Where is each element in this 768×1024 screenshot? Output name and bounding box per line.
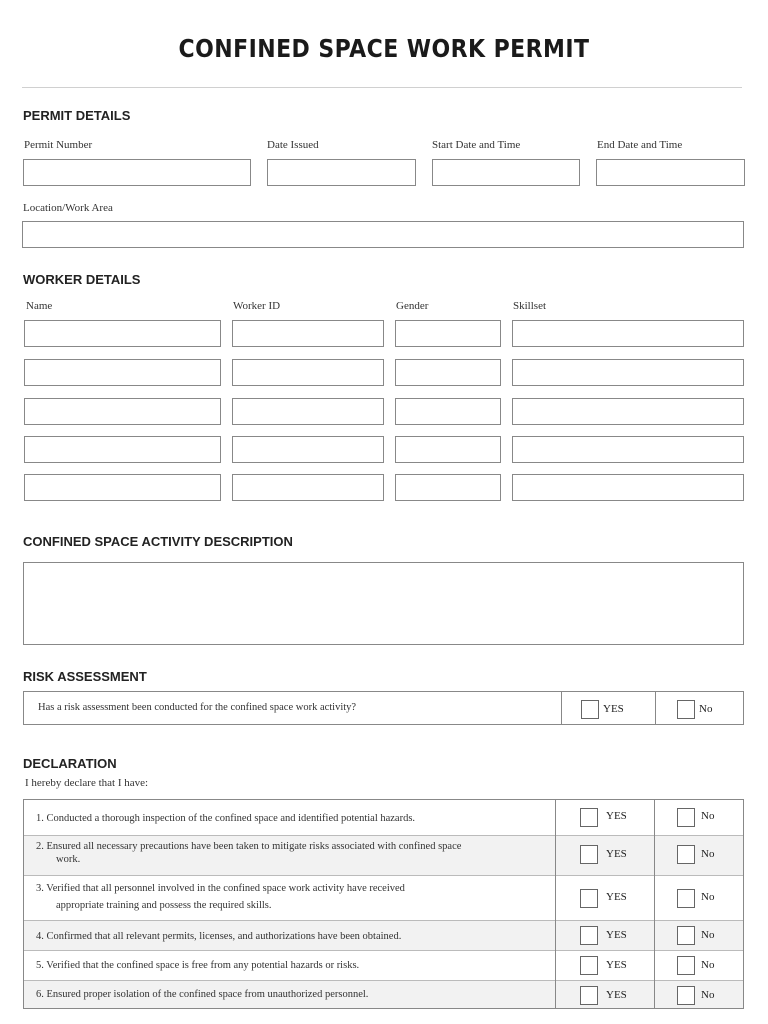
risk-assessment-heading: RISK ASSESSMENT [23, 669, 147, 684]
worker-gender-field[interactable] [395, 359, 501, 386]
table-divider [655, 692, 656, 724]
declaration-no-label: No [701, 929, 715, 941]
declaration-yes-label: YES [606, 959, 627, 971]
worker-gender-field[interactable] [395, 320, 501, 347]
declaration-row [24, 920, 743, 950]
worker-details-heading: WORKER DETAILS [23, 272, 141, 287]
worker-id-field[interactable] [232, 436, 384, 463]
declaration-no-label: No [701, 959, 715, 971]
worker-gender-label: Gender [396, 300, 429, 312]
declaration-no-checkbox[interactable] [677, 845, 695, 864]
worker-id-field[interactable] [232, 474, 384, 501]
worker-name-field[interactable] [24, 359, 221, 386]
worker-id-field[interactable] [232, 359, 384, 386]
worker-id-field[interactable] [232, 320, 384, 347]
worker-name-field[interactable] [24, 398, 221, 425]
start-date-label: Start Date and Time [432, 139, 521, 151]
activity-description-field[interactable] [23, 562, 744, 645]
declaration-yes-checkbox[interactable] [580, 986, 598, 1005]
declaration-row [24, 980, 743, 1008]
declaration-yes-checkbox[interactable] [580, 845, 598, 864]
worker-skillset-label: Skillset [513, 300, 547, 312]
risk-yes-label: YES [603, 703, 624, 715]
worker-skillset-field[interactable] [512, 436, 744, 463]
declaration-yes-checkbox[interactable] [580, 926, 598, 945]
date-issued-label: Date Issued [267, 139, 319, 151]
declaration-no-checkbox[interactable] [677, 889, 695, 908]
declaration-item-text: 3. Verified that all personnel involved in the confined space work activity have received [36, 883, 405, 894]
declaration-item-text: 2. Ensured all necessary precautions have been taken to mitigate risks associated with confined space [36, 841, 462, 852]
declaration-no-checkbox[interactable] [677, 986, 695, 1005]
page-title: CONFINED SPACE WORK PERMIT [178, 34, 590, 63]
declaration-row [24, 800, 743, 835]
declaration-no-label: No [701, 810, 715, 822]
activity-description-heading: CONFINED SPACE ACTIVITY DESCRIPTION [23, 534, 293, 549]
declaration-yes-label: YES [606, 929, 627, 941]
declaration-no-checkbox[interactable] [677, 956, 695, 975]
worker-name-field[interactable] [24, 436, 221, 463]
location-label: Location/Work Area [23, 202, 113, 214]
worker-name-label: Name [26, 300, 53, 312]
risk-no-label: No [699, 703, 713, 715]
table-divider [561, 692, 562, 724]
declaration-item-text: 5. Verified that the confined space is free from any potential hazards or risks. [36, 960, 360, 971]
location-field[interactable] [22, 221, 744, 248]
declaration-yes-checkbox[interactable] [580, 956, 598, 975]
declaration-item-text: 6. Ensured proper isolation of the confined space from unauthorized personnel. [36, 989, 369, 1000]
declaration-no-label: No [701, 891, 715, 903]
worker-skillset-field[interactable] [512, 398, 744, 425]
worker-skillset-field[interactable] [512, 320, 744, 347]
worker-id-field[interactable] [232, 398, 384, 425]
start-date-field[interactable] [432, 159, 580, 186]
end-date-label: End Date and Time [597, 139, 683, 151]
worker-name-field[interactable] [24, 320, 221, 347]
worker-name-field[interactable] [24, 474, 221, 501]
end-date-field[interactable] [596, 159, 745, 186]
worker-gender-field[interactable] [395, 474, 501, 501]
declaration-yes-checkbox[interactable] [580, 808, 598, 827]
permit-number-label: Permit Number [24, 139, 93, 151]
declaration-yes-label: YES [606, 891, 627, 903]
risk-yes-checkbox[interactable] [581, 700, 599, 719]
worker-skillset-field[interactable] [512, 359, 744, 386]
declaration-item-text: 4. Confirmed that all relevant permits, licenses, and authorizations have been obtained. [36, 931, 402, 942]
worker-id-label: Worker ID [233, 300, 281, 312]
declaration-no-label: No [701, 989, 715, 1001]
risk-assessment-table [23, 691, 744, 725]
declaration-row [24, 835, 743, 875]
declaration-yes-checkbox[interactable] [580, 889, 598, 908]
declaration-yes-label: YES [606, 810, 627, 822]
risk-question: Has a risk assessment been conducted for the confined space work activity? [38, 702, 357, 713]
declaration-row [24, 875, 743, 920]
declaration-item-text-cont: work. [56, 854, 81, 865]
declaration-yes-label: YES [606, 848, 627, 860]
declaration-row [24, 950, 743, 980]
declaration-item-text-cont: appropriate training and possess the required skills. [56, 900, 272, 911]
declaration-item-text: 1. Conducted a thorough inspection of the confined space and identified potential hazards. [36, 813, 416, 824]
declaration-table [23, 799, 744, 1009]
table-divider [555, 800, 556, 1008]
declaration-intro: I hereby declare that I have: [25, 777, 149, 789]
table-divider [654, 800, 655, 1008]
title-divider [22, 87, 742, 88]
declaration-no-label: No [701, 848, 715, 860]
risk-no-checkbox[interactable] [677, 700, 695, 719]
worker-gender-field[interactable] [395, 436, 501, 463]
worker-gender-field[interactable] [395, 398, 501, 425]
permit-details-heading: PERMIT DETAILS [23, 108, 131, 123]
worker-skillset-field[interactable] [512, 474, 744, 501]
date-issued-field[interactable] [267, 159, 416, 186]
permit-number-field[interactable] [23, 159, 251, 186]
declaration-heading: DECLARATION [23, 756, 117, 771]
declaration-no-checkbox[interactable] [677, 926, 695, 945]
declaration-no-checkbox[interactable] [677, 808, 695, 827]
declaration-yes-label: YES [606, 989, 627, 1001]
